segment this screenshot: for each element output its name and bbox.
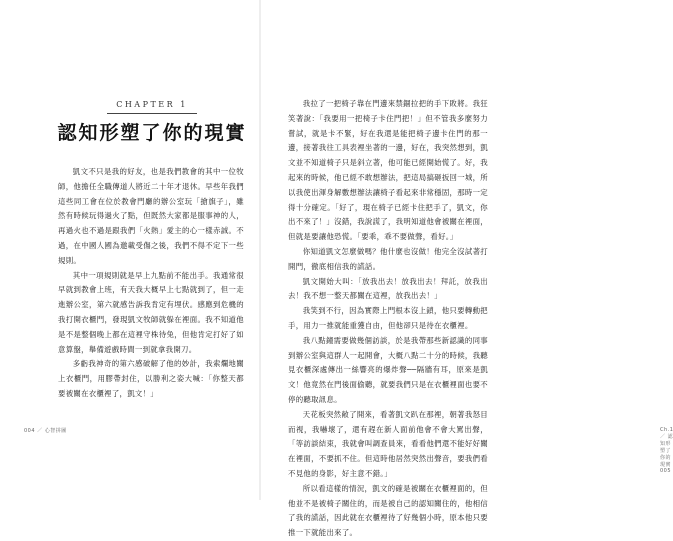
paragraph: 凱文開始大叫：「放我出去！放我出去！拜託，放我出去！我不想一整天都關在這裡，放我出去！」 <box>288 276 488 301</box>
chapter-heading <box>52 100 252 145</box>
right-page <box>260 0 673 538</box>
paragraph: 凱文不只是我的好友，也是我們教會的其中一位牧師，他擔任全職傳道人將近二十年才退休。早些年我們這些同工會在位於教會門廳的辦公室玩「搶旗子」，雖然有時候玩得過火了點，但既然大家都是服事神的人，再過火也不過是跟我們「火熱」愛主的心一樣赤誠。不過，在中國人國為邀載受傷之後，我們不得不定下一些規則。 <box>58 167 244 265</box>
chapter-label: CHAPTER 1 <box>116 100 188 109</box>
paragraph: 我拉了一把椅子靠在門邊來禁錮拉把的手下敗將。我狂笑著說：「我要用一把椅子卡住門把！」但不管我多麼努力嘗試，就是卡不緊，好在我還是能把椅子邊卡住門的那一邊，接著我往工具表裡坐著的一邊，好在，我突然想到，凱文並不知道椅子只是斜立著，他可能已經開始慌了。好，我起來的時候，他已經不敢想辦法，把這局搞砸扳回一城，所以我使出渾身解數想辦法讓椅子看起來非常穩固，那時一定得十分確定。「好了，現在椅子已經卡住把手了，凱文，你出不來了！」沒錯，我說謊了，我明知道他會被關在裡面，但就是要讓他恐慌。「要乖，乖不要做聲，看好。」 <box>288 99 488 242</box>
paragraph: 所以看這樣的情況，凱文的確是被關在衣櫃裡面的，但他並不是被椅子關住的，而是被自己的認知關住的，他相信了我的謊話，因此就在衣櫃裡待了好幾個小時，原本他只要推一下就能出來了。 <box>288 483 488 538</box>
left-page <box>0 0 260 500</box>
paragraph: 我笑到不行，因為實際上門根本沒上鎖，他只要轉動把手，用力一推就能重獲自由，但他卻只是待在衣櫃裡。 <box>288 306 488 330</box>
paragraph: 天花板突然敞了開來，看著凱文趴在那裡，朝著我怒目而視，我嚇壞了，還有趕在新人面前他會不會大罵出聲，「等訪談結束，我就會叫調查員來，看看他們還不能好好關在裡面，不要抓不住。但這時他居然突然出聲音，要我們看不見他的身影，好主意不錯。」 <box>288 409 488 478</box>
left-page-footer: 004 ／ 心智拼圖 <box>24 428 67 434</box>
paragraph: 多虧我神奇的第六感破解了他的妙計，我索爛地關上衣櫃門，用膠帶封住，以勝利之姿大喊：「你整天都要被關在衣櫃裡了，凱文！」 <box>58 359 244 398</box>
paragraph: 其中一項規則就是早上九點前不能出手。我通常很早就到教會上班，有天我大概早上七點就到了，但一走進辦公室，第六就感告訴我肯定有埋伏。感應到危機的我打開衣櫃門，發現凱文牧師就躲在裡面。我不知道他是不是整個晚上都在這裡守株待兔，但他肯定打好了如意算盤，舉備遊戲時間一到就拿我開刀。 <box>58 270 244 354</box>
right-page-footer: Ch.1 ／ 認知形塑了你的現實 005 <box>660 427 673 474</box>
left-body-text <box>58 165 244 402</box>
paragraph: 我八點鐘需要做幾個訪談，於是我帶那些新認識的同事到辦公室與這群人一起開會，大概八點二十分的時候，我聽見衣櫃深處傳出一絲響亮的爆炸聲──隔牆有耳，原來是凱文！他竟然在門後面偷聽，就要我們只是在衣櫃裡面也要不停的聽取訊息。 <box>288 335 488 404</box>
paragraph: 你知道凱文怎麼做嗎？他什麼也沒做！他完全沒試著打開門，徹底相信我的謊話。 <box>288 246 488 271</box>
chapter-title: 認知形塑了你的現實 <box>57 122 247 144</box>
chapter-divider <box>107 113 197 114</box>
right-body-text <box>288 97 488 541</box>
